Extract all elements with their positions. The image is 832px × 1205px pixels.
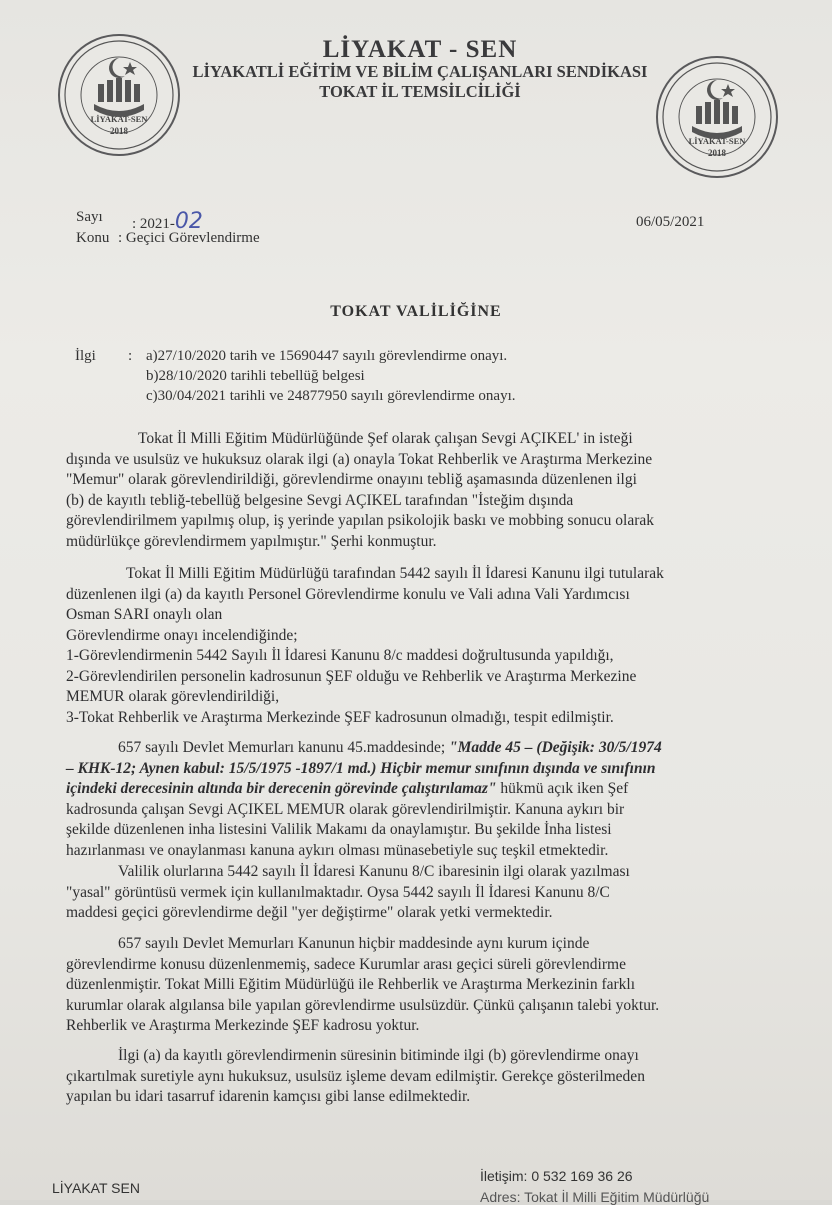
union-full-name: LİYAKATLİ EĞİTİM VE BİLİM ÇALIŞANLARI SENDİKASI	[192, 62, 648, 81]
text-line: Osman SARI onaylı olan	[66, 606, 223, 623]
seal-left-label: LİYAKAT-SEN	[90, 114, 148, 124]
text-line: 2-Görevlendirilen personelin kadrosunun ŞEF olduğu ve Rehberlik ve Araştırma Merkezine	[66, 667, 637, 685]
text-line: yapılan bu idari tasarruf idarenin kamçısı gibi lanse edilmektedir.	[66, 1088, 471, 1105]
text-line: MEMUR olarak görevlendirildiği,	[66, 688, 280, 705]
text-line: şekilde düzenlenen inha listesini Valilik Makamı da onaylamıştır. Bu şekilde İnha listesi	[66, 821, 612, 838]
paragraph-2	[66, 564, 766, 728]
text-line: 1-Görevlendirmenin 5442 Sayılı İl İdaresi Kanunu 8/c maddesi doğrultusunda yapıldığı,	[66, 647, 614, 664]
text-line: müdürlükçe görevlendirmem yapılmıştır." Şerhi konmuştur.	[66, 532, 437, 550]
text-line: kadrosunda çalışan Sevgi AÇIKEL MEMUR olarak görevlendirilmiştir. Kanuna aykırı bir	[66, 800, 625, 818]
ilgi-colon: :	[128, 348, 133, 364]
text-line: görevlendirme konusu düzenlenmemiş, sadece Kurumlar arası geçici süreli görevlendirme	[66, 955, 626, 973]
seal-right-label: LİYAKAT-SEN	[688, 136, 746, 146]
recipient-title: TOKAT VALİLİĞİNE	[330, 303, 502, 320]
konu-label: Konu	[76, 230, 110, 246]
union-seal-right	[656, 56, 778, 178]
branch-name: TOKAT İL TEMSİLCİLİĞİ	[319, 82, 521, 101]
konu-value: : Geçici Görevlendirme	[118, 230, 260, 246]
text-line: "Memur" olarak görevlendirildiği, görevlendirme onayını tebliğ aşamasında düzenlenen ilgi	[66, 471, 637, 488]
text-line	[66, 779, 766, 800]
seal-emblem-icon	[658, 58, 776, 176]
text-line: düzenlenmiştir. Tokat Milli Eğitim Müdürlüğü ile Rehberlik ve Araştırma Merkezinin farklı	[66, 976, 636, 993]
text-line: dışında ve usulsüz ve hukuksuz olarak ilgi (a) onayla Tokat Rehberlik ve Araştırma Merkezine	[66, 450, 653, 468]
union-seal-left	[58, 34, 180, 156]
seal-left-year: 2018	[110, 126, 128, 136]
text-line: Tokat İl Milli Eğitim Müdürlüğü tarafından 5442 sayılı İl İdaresi Kanunu ilgi tutularak	[126, 565, 664, 582]
text-line: görevlendirilmem yapılmış olup, iş yerinde yapılan psikolojik baskı ve mobbing sonucu olarak	[66, 512, 655, 529]
law-quote: içindeki derecesinin altında bir derecenin görevinde çalıştırılamaz"	[66, 780, 497, 797]
text-line: 657 sayılı Devlet Memurları Kanunun hiçbir maddesinde aynı kurum içinde	[118, 935, 590, 952]
letterhead	[180, 0, 660, 110]
seal-right-year: 2018	[708, 148, 726, 158]
text-line: Rehberlik ve Araştırma Merkezinde ŞEF kadrosu yoktur.	[66, 1017, 420, 1034]
footer-contact: İletişim: 0 532 169 36 26	[480, 1168, 633, 1184]
text-line: hazırlanması ve onaylanması kanuna aykırı olması münasebetiyle suç teşkil etmektedir.	[66, 841, 609, 859]
text-line: kurumlar olarak algılansa bile yapılan görevlendirme usulsüzdür. Çünkü çalışanın talebi yoktur.	[66, 996, 660, 1014]
paragraph-5	[66, 934, 766, 1037]
text-line: çıkartılmak suretiyle aynı hukuksuz, usulsüz işleme devam edilmiştir. Gerekçe gösterilmeden	[66, 1067, 645, 1085]
sayi-value: : 2021-	[132, 216, 175, 232]
text-line: 3-Tokat Rehberlik ve Araştırma Merkezinde ŞEF kadrosunun olmadığı, tespit edilmiştir.	[66, 708, 614, 726]
text-line: "yasal" görüntüsü vermek için kullanılmaktadır. Oysa 5442 sayılı İl İdaresi Kanunu 8/C	[66, 883, 610, 901]
p3-continuation: hükmü açık iken Şef	[496, 780, 629, 797]
ilgi-item: b)28/10/2020 tarihli tebellüğ belgesi	[146, 368, 365, 384]
document-date: 06/05/2021	[636, 214, 705, 230]
text-line: (b) de kayıtlı tebliğ-tebellüğ belgesine Sevgi AÇIKEL tarafından "İsteğim dışında	[66, 491, 574, 509]
text-line: Valilik olurlarına 5442 sayılı İl İdaresi Kanunu 8/C ibaresinin ilgi olarak yazılması	[118, 863, 630, 880]
text-line: düzenlenen ilgi (a) da kayıtlı Personel Görevlendirme konulu ve Vali adına Vali Yardımcısı	[66, 585, 630, 603]
paragraph-4	[66, 862, 766, 924]
ilgi-item: c)30/04/2021 tarihli ve 24877950 sayılı görevlendirme onayı.	[146, 388, 516, 404]
footer-address: Adres: Tokat İl Milli Eğitim Müdürlüğü	[480, 1189, 710, 1205]
law-quote: – KHK-12; Aynen kabul: 15/5/1975 -1897/1 md.) Hiçbir memur sınıfının dışında ve sınıfının	[66, 759, 656, 777]
union-name: LİYAKAT - SEN	[322, 36, 518, 63]
ilgi-label: İlgi	[75, 348, 96, 364]
text-line: maddesi geçici görevlendirme değil "yer değiştirme" olarak yetki vermektedir.	[66, 904, 553, 921]
law-quote: "Madde 45 – (Değişik: 30/5/1974	[449, 739, 662, 756]
text-line: Görevlendirme onayı incelendiğinde;	[66, 626, 298, 644]
footer-signature: LİYAKAT SEN	[52, 1180, 140, 1196]
ilgi-item: a)27/10/2020 tarih ve 15690447 sayılı görevlendirme onayı.	[146, 348, 508, 364]
paragraph-1	[66, 429, 766, 552]
seal-emblem-icon	[60, 36, 178, 154]
sayi-handwritten-number: 02	[174, 209, 203, 234]
sayi-label: Sayı	[76, 209, 103, 225]
text-line: Tokat İl Milli Eğitim Müdürlüğünde Şef olarak çalışan Sevgi AÇIKEL' in isteği	[138, 430, 633, 447]
text-line: İlgi (a) da kayıtlı görevlendirmenin süresinin bitiminde ilgi (b) görevlendirme onayı	[118, 1047, 639, 1064]
text-line	[66, 738, 766, 759]
ilgi-list	[146, 346, 516, 406]
paragraph-3	[66, 738, 766, 861]
p3-intro: 657 sayılı Devlet Memurları kanunu 45.maddesinde;	[118, 739, 450, 756]
paragraph-6	[66, 1046, 766, 1108]
